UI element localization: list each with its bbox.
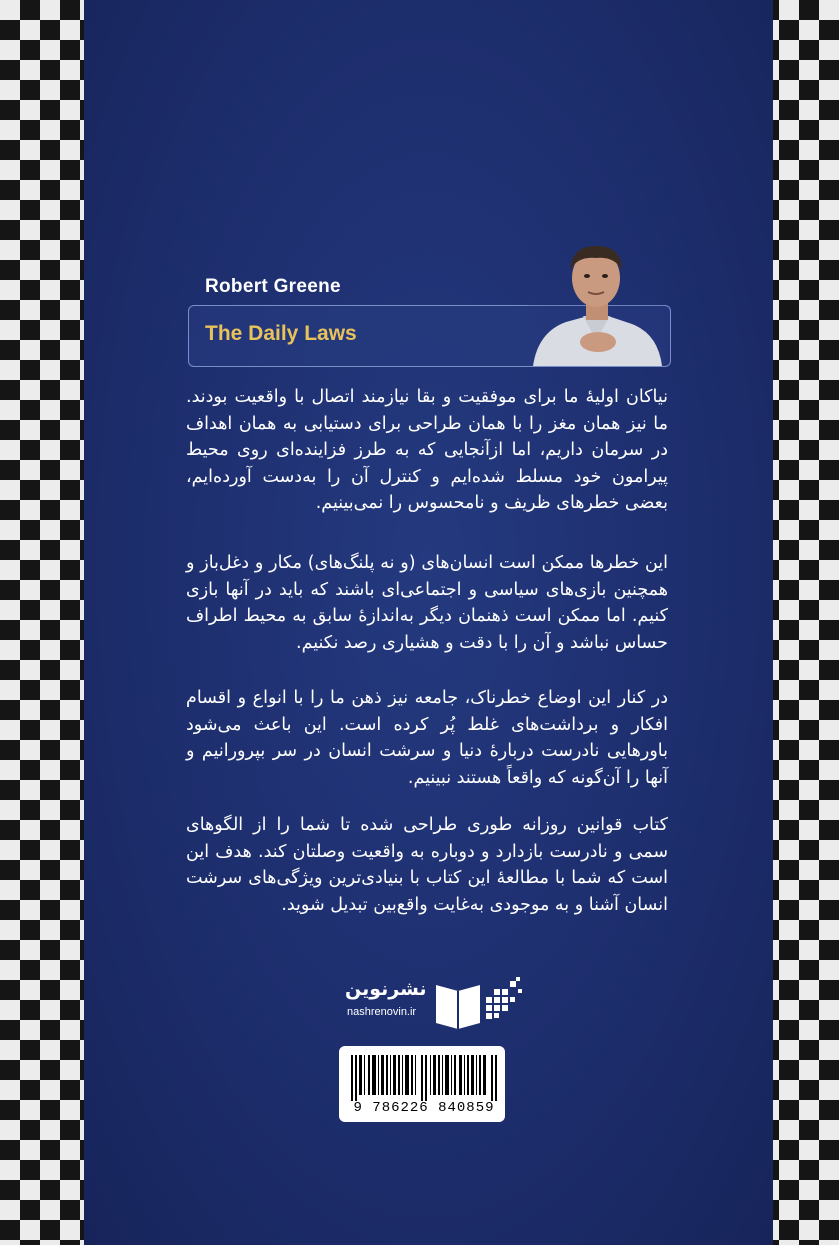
paragraph-4-text: کتاب قوانین روزانه طوری طراحی شده تا شما را از الگوهای سمی و نادرست بازدارد و دوباره به واقعیت وصلتان کند. هدف این است که شما با مطالعهٔ این کتاب با بنیادی‌ترین ویژگی‌های سرشت انسان آشنا و به موجودی به‌غایت واقع‌بین تبدیل شوید.: [186, 815, 668, 915]
publisher-name: نشرنوین: [345, 978, 427, 1000]
checker-border-left: [0, 0, 84, 1245]
paragraph-1-text: نیاکان اولیهٔ ما برای موفقیت و بقا نیازمند اتصال با واقعیت بودند. ما نیز همان مغز را با همان طراحی برای دستیابی به همان اهداف در سرمان داریم، اما ازآنجایی که به طرز فزاینده‌ای روی محیط پیرامون خود مسلط شده‌ایم و کنترل آن را به‌دست آورده‌ایم، بعضی خطرهای ظریف و نامحسوس را نمی‌بینیم.: [186, 387, 668, 513]
paragraph-1: [186, 384, 668, 517]
paragraph-3: [186, 685, 668, 791]
author-photo: [528, 240, 664, 366]
paragraph-2-text: این خطرها ممکن است انسان‌های (و نه پلنگ‌های) مکار و دغل‌باز و همچنین بازی‌های سیاسی و اجتماعی‌ای باشند که باید در آنها بازی کنیم. اما ممکن است ذهنمان دیگر به‌اندازهٔ سابق به محیط اطراف حساس نباشد و آن را با دقت و هشیاری رصد نکنیم.: [186, 553, 668, 653]
isbn-number: 9 786226 840859: [353, 1100, 495, 1116]
paragraph-4: [186, 812, 668, 918]
paragraph-3-text: در کنار این اوضاع خطرناک، جامعه نیز ذهن ما را با انواع و اقسام افکار و برداشت‌های غلط پُر کرده است. این باعث می‌شود باورهایی نادرست دربارهٔ دنیا و سرشت انسان در سر بپرورانیم و آنها را آن‌گونه که واقعاً هستند نبینیم.: [186, 688, 668, 788]
book-title: The Daily Laws: [205, 322, 357, 345]
checker-border-right: [773, 0, 839, 1245]
barcode-bars: [351, 1055, 497, 1101]
author-name: Robert Greene: [205, 276, 341, 297]
paragraph-2: [186, 550, 668, 656]
publisher-url: nashrenovin.ir: [347, 1006, 417, 1018]
